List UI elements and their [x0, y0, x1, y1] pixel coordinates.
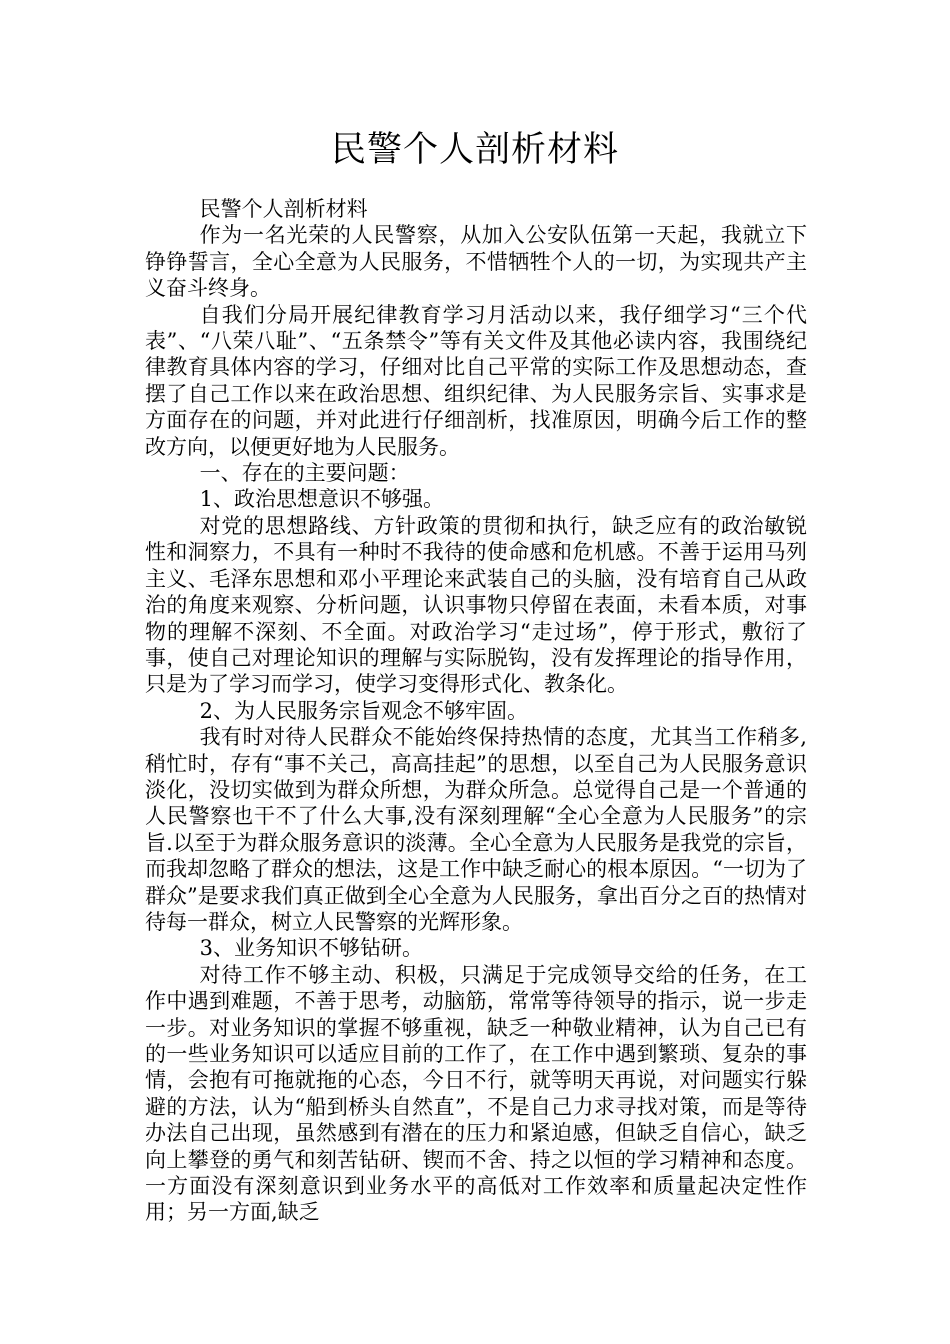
document-body — [145, 196, 807, 1226]
paragraph-oath: 作为一名光荣的人民警察，从加入公安队伍第一天起，我就立下铮铮誓言，全心全意为人民服务，不惜牺牲个人的一切，为实现共产主义奋斗终身。 — [145, 223, 807, 301]
paragraph-study-activity: 自我们分局开展纪律教育学习月活动以来，我仔细学习“三个代表”、“八荣八耻”、“五条禁令”等有关文件及其他必读内容，我围绕纪律教育具体内容的学习，仔细对比自己平常的实际工作及思想动态，查摆了自己工作以来在政治思想、组织纪律、为人民服务宗旨、实事求是方面存在的问题，并对此进行仔细剖析，找准原因，明确今后工作的整改方向，以便更好地为人民服务。 — [145, 302, 807, 459]
subheading-service-purpose: 2、为人民服务宗旨观念不够牢固。 — [199, 698, 528, 723]
document-title: 民警个人剖析材料 — [330, 130, 619, 170]
paragraph-subtitle: 民警个人剖析材料 — [199, 197, 368, 221]
subheading-professional-knowledge: 3、业务知识不够钻研。 — [199, 936, 423, 961]
subheading-political-awareness: 1、政治思想意识不够强。 — [199, 487, 444, 512]
paragraph-service-purpose: 我有时对待人民群众不能始终保持热情的态度，尤其当工作稍多,稍忙时，存有“事不关己，高高挂起”的思想，以至自己为人民服务意识淡化，没切实做到为群众所想，为群众所急。总觉得自己是一个普通的人民警察也干不了什么大事,没有深刻理解“全心全意为人民服务”的宗旨.以至于为群众服务意识的淡薄。全心全意为人民服务是我党的宗旨，而我却忽略了群众的想法，这是工作中缺乏耐心的根本原因。“一切为了群众”是要求我们真正做到全心全意为人民服务，拿出百分之百的热情对待每一群众，树立人民警察的光辉形象。 — [145, 725, 807, 934]
paragraph-professional-knowledge: 对待工作不够主动、积极，只满足于完成领导交给的任务，在工作中遇到难题，不善于思考，动脑筋，常常等待领导的指示，说一步走一步。对业务知识的掌握不够重视，缺乏一种敬业精神，认为自己已有的一些业务知识可以适应目前的工作了，在工作中遇到繁琐、复杂的事情，会抱有可拖就拖的心态，今日不行，就等明天再说，对问题实行躲避的方法，认为“船到桥头自然直”，不是自己力求寻找对策，而是等待办法自己出现，虽然感到有潜在的压力和紧迫感，但缺乏自信心，缺乏向上攀登的勇气和刻苦钻研、锲而不舍、持之以恒的学习精神和态度。一方面没有深刻意识到业务水平的高低对工作效率和质量起决定性作用；另一方面,缺乏 — [145, 962, 807, 1225]
paragraph-political-awareness: 对党的思想路线、方针政策的贯彻和执行，缺乏应有的政治敏锐性和洞察力，不具有一种时不我待的使命感和危机感。不善于运用马列主义、毛泽东思想和邓小平理论来武装自己的头脑，没有培育自己从政治的角度来观察、分析问题，认识事物只停留在表面，未看本质，对事物的理解不深刻、不全面。对政治学习“走过场”，停于形式，敷衍了事，使自己对理论知识的理解与实际脱钩，没有发挥理论的指导作用，只是为了学习而学习，使学习变得形式化、教条化。 — [145, 513, 807, 697]
section-heading-main-problems: 一、存在的主要问题： — [199, 461, 410, 486]
